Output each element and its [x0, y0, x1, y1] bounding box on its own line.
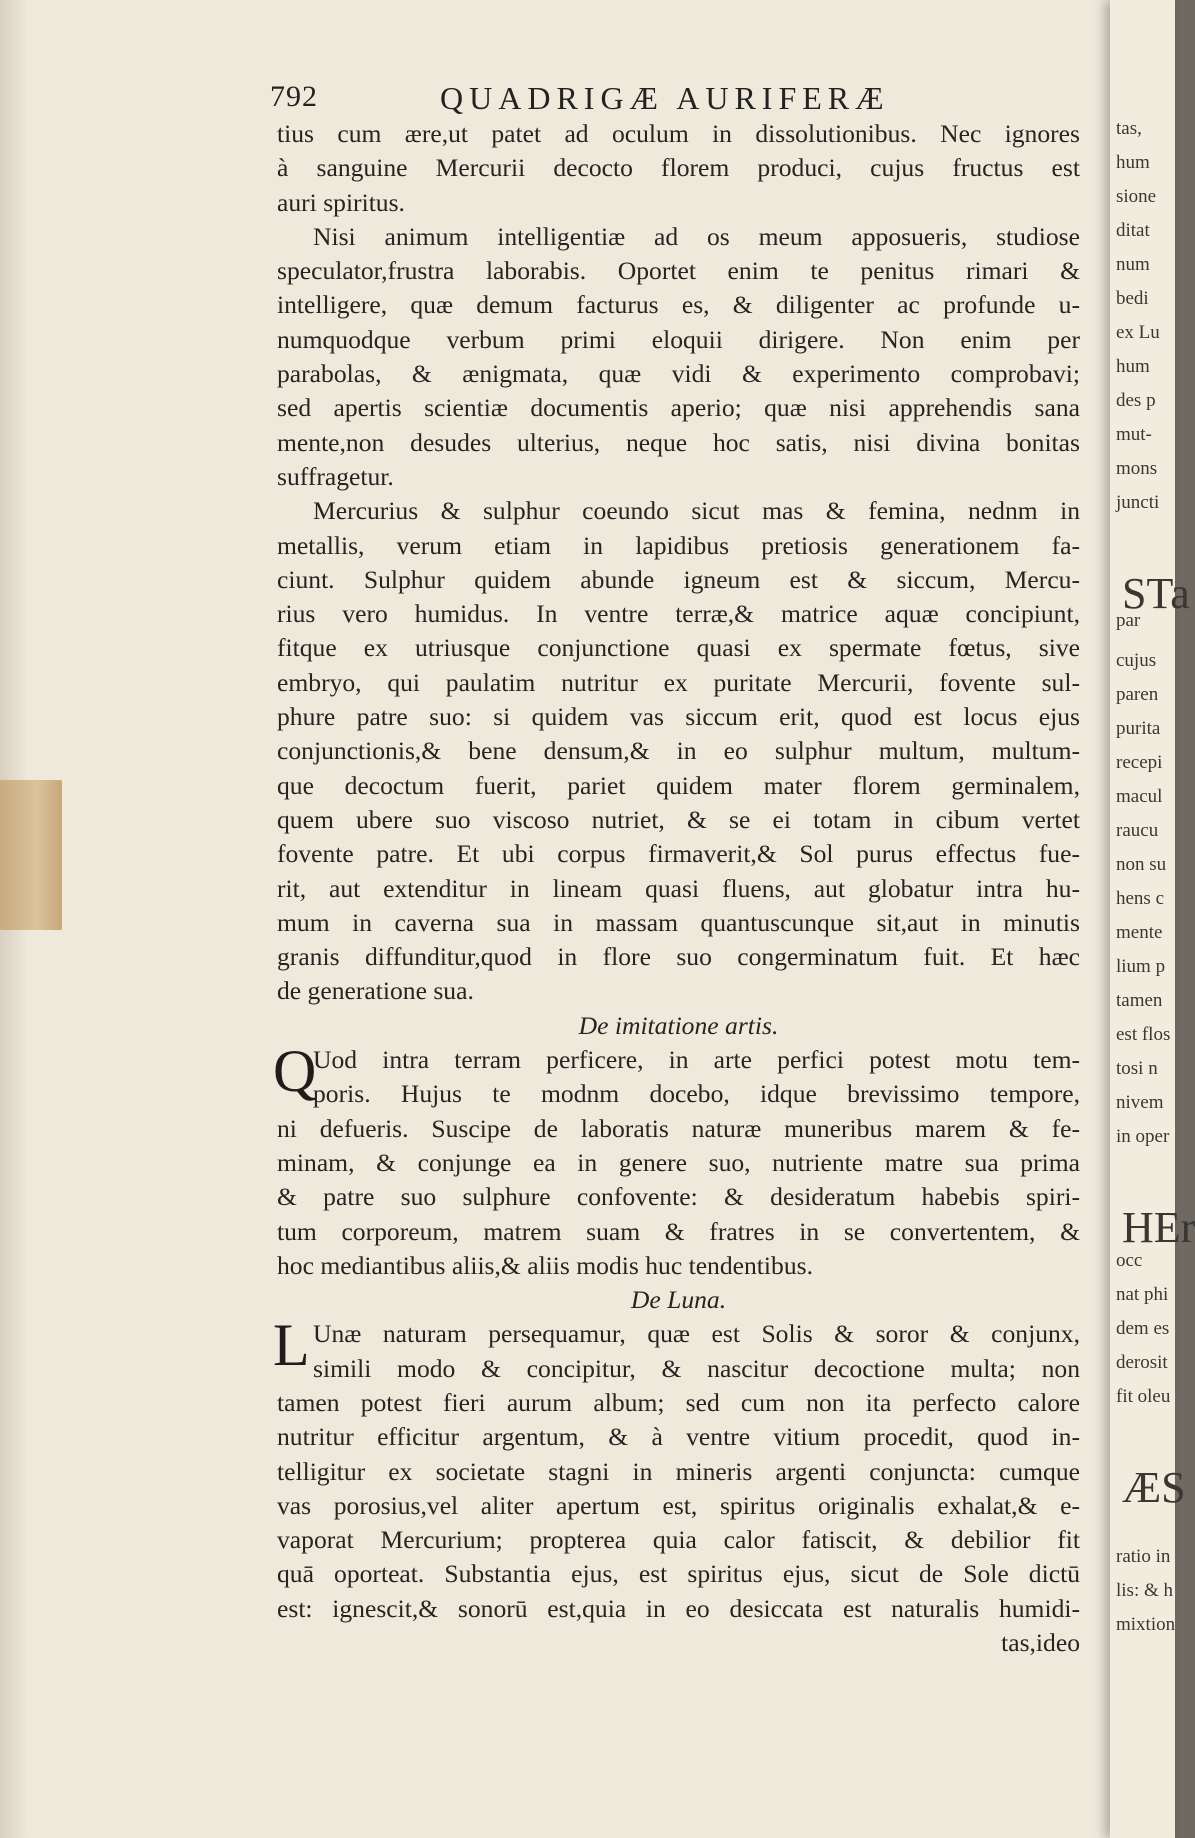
text-line: nutritur efficitur argentum, & à ventre vitium procedit, quod in-: [277, 1422, 1080, 1452]
text-line: tamen potest fieri aurum album; sed cum non ita perfecto calore: [277, 1387, 1080, 1417]
facing-fragment: tosi n: [1116, 1058, 1158, 1079]
facing-fragment: raucu: [1116, 820, 1159, 841]
facing-fragment: tamen: [1116, 990, 1163, 1011]
section-heading: De imitatione artis.: [578, 1010, 779, 1040]
text-line: quem ubere suo viscoso nutriet, & se ei totam in cibum vertet: [277, 804, 1080, 834]
facing-fragment: hum: [1116, 152, 1150, 173]
text-line: embryo, qui paulatim nutritur ex puritate Mercurii, fovente sul-: [277, 667, 1080, 697]
facing-fragment: non su: [1116, 854, 1167, 875]
text-line: parabolas, & ænigmata, quæ vidi & experimento comprobavi;: [277, 359, 1080, 389]
text-line: quā oporteat. Substantia ejus, est spiritus ejus, sicut de Sole dictū: [277, 1559, 1080, 1589]
facing-fragment: paren: [1116, 684, 1159, 705]
text-line: de generatione sua.: [277, 976, 474, 1006]
text-line: telligitur ex societate stagni in mineris argenti conjuncta: cumque: [277, 1456, 1080, 1486]
paragraph-imitation: [273, 1038, 1080, 1283]
facing-fragment: fit oleu: [1116, 1386, 1171, 1407]
text-line: numquodque verbum primi eloquii dirigere. Non enim per: [277, 324, 1080, 354]
facing-fragment: mixtion: [1116, 1614, 1176, 1635]
facing-fragment: hens c: [1116, 888, 1165, 909]
text-line: mente,non desudes ulterius, neque hoc satis, nisi divina bonitas: [277, 427, 1080, 457]
text-line: mum in caverna sua in massam quantuscunque sit,aut in minutis: [277, 907, 1080, 937]
facing-fragment: occ: [1116, 1250, 1143, 1271]
facing-fragment: hum: [1116, 356, 1150, 377]
text-line: ni defueris. Suscipe de laboratis naturæ muneribus marem & fe-: [277, 1113, 1080, 1143]
facing-fragment: recepi: [1116, 752, 1163, 773]
facing-fragment: mons: [1116, 458, 1158, 479]
text-line: rius vero humidus. In ventre terræ,& matrice aquæ concipiunt,: [277, 599, 1080, 629]
facing-fragment: lis: & h: [1116, 1580, 1174, 1601]
text-line: Unæ naturam persequamur, quæ est Solis & soror & conjunx,: [313, 1319, 1080, 1349]
drop-cap: Q: [273, 1038, 317, 1105]
page-header: [270, 80, 1082, 114]
text-line: suffragetur.: [277, 461, 394, 491]
facing-fragment: lium p: [1116, 956, 1166, 977]
facing-fragment: ratio in: [1116, 1546, 1171, 1567]
text-line: Uod intra terram perficere, in arte perfici potest motu tem-: [313, 1045, 1080, 1075]
facing-drop-cap: STa: [1122, 569, 1190, 618]
facing-fragment: des p: [1116, 390, 1156, 411]
text-line: vaporat Mercurium; propterea quia calor fatiscit, & debilior fit: [277, 1525, 1080, 1555]
facing-fragment: nat phi: [1116, 1284, 1169, 1305]
facing-drop-cap: ÆS: [1122, 1463, 1186, 1512]
text-line: metallis, verum etiam in lapidibus pretiosis generationem fa-: [277, 530, 1080, 560]
text-line: granis diffunditur,quod in flore suo congerminatum fuit. Et hæc: [277, 942, 1080, 972]
facing-fragment: ex Lu: [1116, 322, 1160, 343]
catchword: tas,ideo: [1001, 1628, 1080, 1658]
facing-fragment: est flos: [1116, 1024, 1171, 1045]
text-line: & patre suo sulphure confovente: & desideratum habebis spiri-: [277, 1182, 1080, 1212]
page-number: 792: [270, 80, 318, 113]
facing-fragment: derosit: [1116, 1352, 1168, 1373]
facing-fragment: macul: [1116, 786, 1163, 807]
facing-fragment: mente: [1116, 922, 1163, 943]
text-line: speculator,frustra laborabis. Oportet enim te penitus rimari &: [277, 256, 1080, 286]
text-line: ciunt. Sulphur quidem abunde igneum est & siccum, Mercu-: [277, 564, 1080, 594]
facing-fragment: ditat: [1116, 220, 1150, 241]
facing-fragment: sione: [1116, 186, 1157, 207]
text-line: fovente patre. Et ubi corpus firmaverit,& Sol purus effectus fue-: [277, 839, 1080, 869]
text-line: est: ignescit,& sonorū est,quia in eo desiccata est naturalis humidi-: [277, 1593, 1080, 1623]
facing-fragment: dem es: [1116, 1318, 1170, 1339]
facing-fragment: cujus: [1116, 650, 1157, 671]
facing-fragment: mut-: [1116, 424, 1152, 445]
facing-fragment: in oper: [1116, 1126, 1170, 1147]
text-line: minam, & conjunge ea in genere suo, nutriente matre sua prima: [277, 1147, 1080, 1177]
text-line: fitque ex utriusque conjunctione quasi ex spermate fœtus, sive: [277, 633, 1080, 663]
text-line: tum corporeum, matrem suam & fratres in se convertentem, &: [277, 1216, 1080, 1246]
text-line: vas porosius,vel aliter apertum est, spiritus originalis exhalat,& e-: [277, 1490, 1080, 1520]
text-line: auri spiritus.: [277, 187, 405, 217]
text-block: [273, 117, 1080, 1660]
facing-page-edge: [1110, 0, 1195, 1838]
facing-fragment: purita: [1116, 718, 1161, 739]
facing-drop-cap: HEr: [1122, 1203, 1195, 1252]
text-line: hoc mediantibus aliis,& aliis modis huc tendentibus.: [277, 1250, 813, 1280]
facing-fragment: par: [1116, 610, 1141, 631]
facing-fragment: bedi: [1116, 288, 1149, 309]
text-line: intelligere, quæ demum facturus es, & diligenter ac profunde u-: [277, 290, 1080, 320]
text-line: à sanguine Mercurii decocto florem produci, cujus fructus est: [277, 153, 1080, 183]
facing-fragment: nivem: [1116, 1092, 1164, 1113]
facing-fragment: num: [1116, 254, 1150, 275]
text-line: Mercurius & sulphur coeundo sicut mas & femina, nednm in: [313, 496, 1080, 526]
text-line: que decoctum fuerit, pariet quidem mater florem germinalem,: [277, 770, 1080, 800]
facing-fragment: juncti: [1116, 492, 1160, 513]
text-line: rit, aut extenditur in lineam quasi fluens, aut globatur intra hu-: [277, 873, 1080, 903]
text-line: phure patre suo: si quidem vas siccum erit, quod est locus ejus: [277, 702, 1080, 732]
text-line: poris. Hujus te modnm docebo, idque brevissimo tempore,: [313, 1079, 1080, 1109]
paragraph-luna: [273, 1312, 1080, 1626]
text-line: Nisi animum intelligentiæ ad os meum apposueris, studiose: [313, 221, 1080, 251]
text-line: simili modo & concipitur, & nascitur decoctione multa; non: [313, 1353, 1080, 1383]
running-title: QUADRIGÆ AURIFERÆ: [440, 80, 890, 116]
drop-cap: L: [273, 1312, 310, 1379]
text-line: tius cum ære,ut patet ad oculum in dissolutionibus. Nec ignores: [277, 119, 1080, 148]
text-line: sed apertis scientiæ documentis aperio; quæ nisi apprehendis sana: [277, 393, 1080, 423]
text-line: conjunctionis,& bene densum,& in eo sulphur multum, multum-: [277, 736, 1080, 766]
facing-fragment: tas,: [1116, 118, 1142, 139]
paper-tab: [0, 780, 62, 930]
section-heading: De Luna.: [630, 1285, 727, 1315]
